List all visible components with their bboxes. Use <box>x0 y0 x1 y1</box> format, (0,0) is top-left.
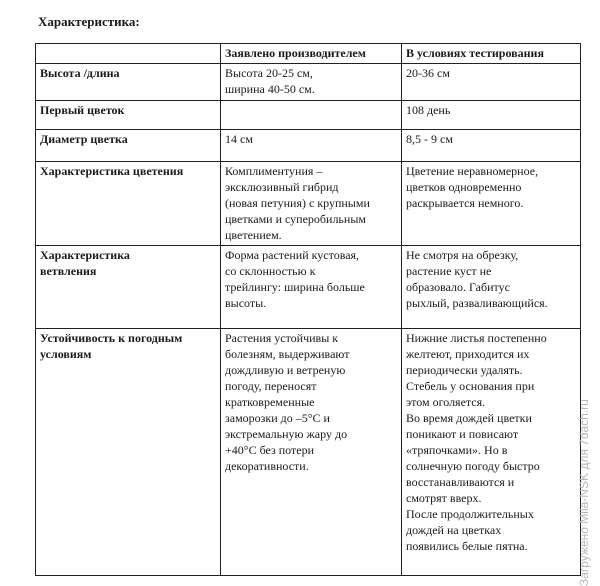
table-row <box>36 130 581 162</box>
testing-cell: 8,5 - 9 см <box>402 130 581 162</box>
table-row <box>36 246 581 329</box>
header-cell-empty <box>36 44 221 64</box>
table-row <box>36 329 581 576</box>
characteristics-table <box>35 43 581 576</box>
row-label: Устойчивость к погодным условиям <box>36 329 221 576</box>
testing-cell: Цветение неравномерное, цветков одновременно раскрывается немного. <box>402 162 581 246</box>
table-header-row <box>36 44 581 64</box>
table-row <box>36 64 581 101</box>
document-title: Характеристика: <box>38 14 140 29</box>
table-row <box>36 162 581 246</box>
row-label: Первый цветок <box>36 101 221 130</box>
row-label: Высота /длина <box>36 64 221 101</box>
manufacturer-cell: Растения устойчивы к болезням, выдерживают дождливую и ветреную погоду, переносят кратковременные заморозки до –5°С и экстремальную жару до +40°С без потери декоративности. <box>221 329 402 576</box>
testing-cell: 108 день <box>402 101 581 130</box>
testing-cell: Нижние листья постепенно желтеют, приходится их периодически удалять. Стебель у основания при этом оголяется. Во время дождей цветки поникают и повисают «тряпочками». Но в солнечную погоду быстро восстанавливаются и смотрят вверх. После продолжительных дождей на цветках появились белые пятна. <box>402 329 581 576</box>
row-label: Характеристика ветвления <box>36 246 221 329</box>
manufacturer-cell: 14 см <box>221 130 402 162</box>
manufacturer-cell <box>221 101 402 130</box>
table-row <box>36 101 581 130</box>
header-cell-testing: В условиях тестирования <box>402 44 581 64</box>
manufacturer-cell: Комплиментуния – эксклюзивный гибрид (новая петуния) с крупными цветками и суперобильным цветением. <box>221 162 402 246</box>
row-label: Диаметр цветка <box>36 130 221 162</box>
row-label: Характеристика цветения <box>36 162 221 246</box>
manufacturer-cell: Высота 20-25 см, ширина 40-50 см. <box>221 64 402 101</box>
manufacturer-cell: Форма растений кустовая, со склонностью к трейлингу: ширина больше высоты. <box>221 246 402 329</box>
testing-cell: 20-36 см <box>402 64 581 101</box>
testing-cell: Не смотря на обрезку, растение куст не образовало. Габитус рыхлый, разваливающийся. <box>402 246 581 329</box>
header-cell-manufacturer: Заявлено производителем <box>221 44 402 64</box>
watermark-text: Загружено Mila-NSK для 7dach.ru <box>577 399 591 586</box>
